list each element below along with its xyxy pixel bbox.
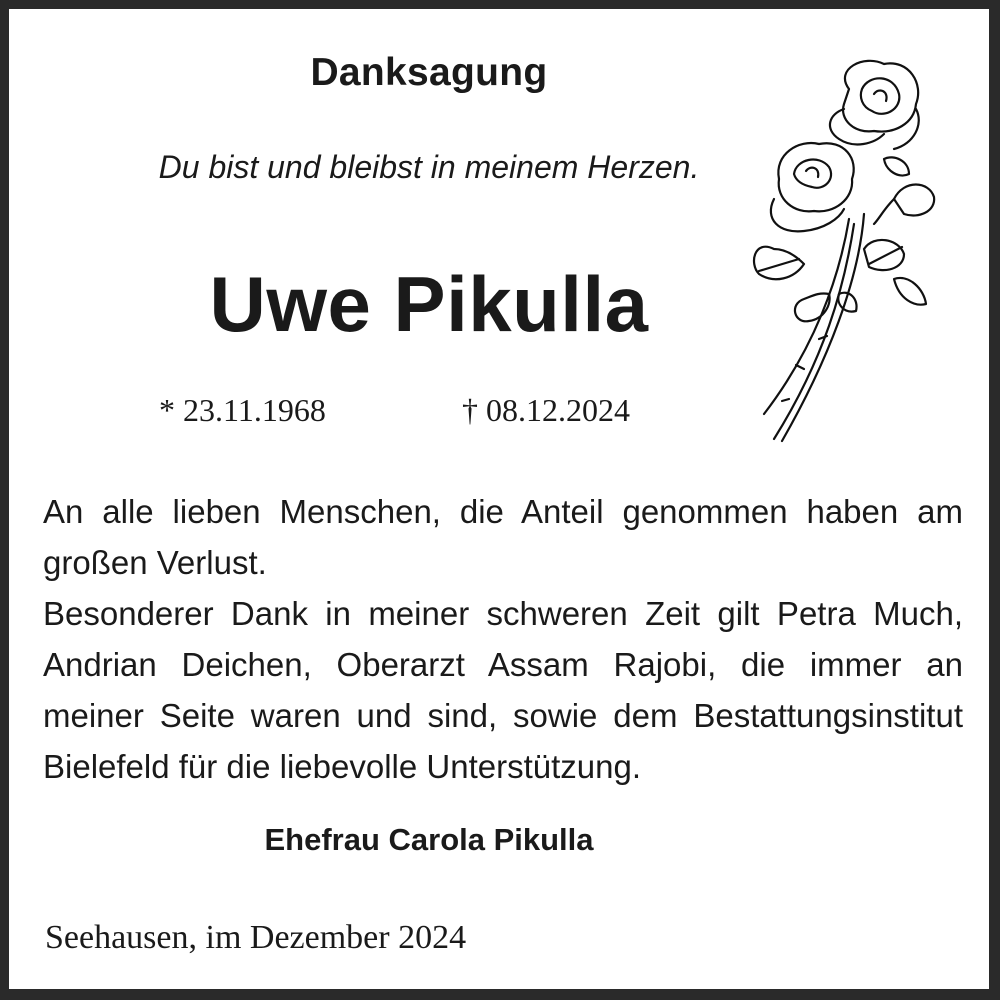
notice-heading: Danksagung — [310, 51, 548, 94]
motto-text: Du bist und bleibst in meinem Herzen. — [158, 149, 700, 185]
birth-date: * 23.11.1968 — [159, 392, 326, 428]
paragraph: Besonderer Dank in meiner schweren Zeit gilt Petra Much, Andrian Deichen, Oberarzt Assam Rajobi, die immer an meiner Seite waren und sind, sowie dem Bestattungsinstitut Bielefeld für die liebevolle Unterstützung. — [43, 595, 963, 785]
body-text — [43, 486, 963, 792]
death-date: † 08.12.2024 — [462, 392, 630, 428]
signature: Ehefrau Carola Pikulla — [264, 822, 594, 857]
obituary-card — [9, 9, 989, 989]
rose-icon — [744, 49, 944, 449]
deceased-name: Uwe Pikulla — [209, 260, 649, 348]
place-date: Seehausen, im Dezember 2024 — [45, 919, 467, 956]
paragraph: An alle lieben Menschen, die Anteil genommen haben am großen Verlust. — [43, 493, 963, 581]
